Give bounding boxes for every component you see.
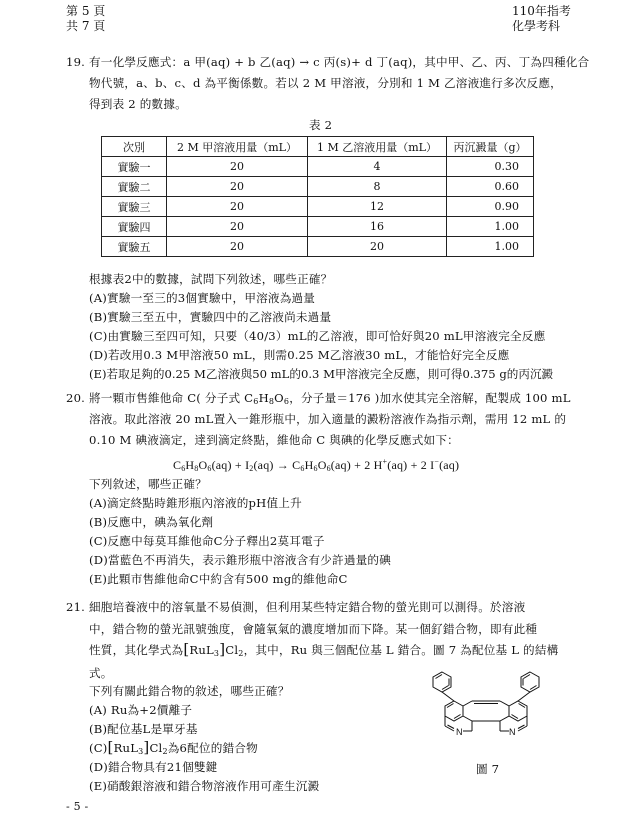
q20-line2: 溶液。取此溶液 20 mL置入一錐形瓶中，加入適量的澱粉溶液作為指示劑，需用 12 mL 的 (89, 412, 567, 426)
table-cell: 20 (167, 157, 308, 177)
q20-option-d: (D)當藍色不再消失，表示錐形瓶中溶液含有少許過量的碘 (89, 553, 391, 567)
data-table (101, 136, 534, 257)
table-header-row (102, 137, 534, 157)
q20-line1: 將一顆市售維他命 C( 分子式 $C_6H_8O_6$，分子量＝176 )加水使其完全溶解，配製成 100 mL (89, 391, 571, 406)
table-cell: 20 (167, 197, 308, 217)
table-cell: 16 (308, 217, 447, 237)
nitrogen-right: N (509, 727, 516, 737)
figure-caption: 圖 7 (476, 762, 500, 776)
q19-line2: 物代號，a、b、c、d 為平衡係數。若以 2 M 甲溶液，分別和 1 M 乙溶液進行多次反應， (89, 76, 562, 90)
table-cell: 實驗二 (102, 177, 167, 197)
col-header: 次別 (102, 137, 167, 157)
table-cell: 0.90 (447, 197, 534, 217)
q19-option-e: (E)若取足夠的0.25 M乙溶液與50 mL的0.3 M甲溶液完全反應，則可得0.375 g的丙沉澱 (89, 367, 554, 381)
q20-option-a: (A)滴定終點時錐形瓶內溶液的pH值上升 (89, 496, 302, 510)
table-row (102, 157, 534, 177)
table-cell: 12 (308, 197, 447, 217)
q21-option-b: (B)配位基L是單牙基 (89, 722, 198, 736)
q21-prompt: 下列有關此錯合物的敘述，哪些正確？ (89, 684, 290, 698)
q19-number: 19. (66, 55, 86, 69)
q20-option-b: (B)反應中，碘為氧化劑 (89, 515, 214, 529)
table-cell: 20 (308, 237, 447, 257)
table-cell: 8 (308, 177, 447, 197)
q21-line1: 細胞培養液中的溶氧量不易偵測，但利用某些特定錯合物的螢光則可以測得。於溶液 (89, 600, 526, 614)
q19-prompt: 根據表2中的數據，試問下列敘述，哪些正確？ (89, 272, 333, 286)
nitrogen-left: N (456, 727, 463, 737)
q21-line2: 中，錯合物的螢光訊號強度，會隨氧氣的濃度增加而下降。某一個釕錯合物，即有此種 (89, 622, 538, 636)
page-number-label: 第 5 頁 (66, 4, 106, 18)
col-header: 丙沉澱量（g） (447, 137, 534, 157)
q20-option-e: (E)此顆市售維他命C中約含有500 mg的維他命C (89, 572, 348, 586)
table-cell: 4 (308, 157, 447, 177)
q21-line3: 性質，其化學式為$[RuL_3]Cl_2$，其中，Ru 與三個配位基 L 錯合。圖 7 為配位基 L 的結構 (89, 640, 559, 658)
table-caption: 表 2 (309, 118, 333, 132)
table-row (102, 237, 534, 257)
q19-option-c: (C)由實驗三至四可知，只要（40/3）mL的乙溶液，即可恰好與20 mL甲溶液完全反應 (89, 329, 546, 343)
reaction-equation: $C_6H_8O_6(aq) + I_2(aq) \to C_6H_6O_6(aq) + 2$ H+(aq) + 2 I−(aq) (173, 457, 460, 473)
q19-line3: 得到表 2 的數據。 (89, 97, 187, 111)
q20-option-c: (C)反應中每莫耳維他命C分子釋出2莫耳電子 (89, 534, 325, 548)
q21-option-a: (A) Ru為+2價離子 (89, 703, 193, 717)
q19-option-a: (A)實驗一至三的3個實驗中，甲溶液為過量 (89, 291, 316, 305)
q20-prompt: 下列敘述，哪些正確？ (89, 477, 207, 491)
table-cell: 20 (167, 217, 308, 237)
table-cell: 實驗四 (102, 217, 167, 237)
q21-option-d: (D)錯合物具有21個雙鍵 (89, 760, 218, 774)
table-cell: 1.00 (447, 217, 534, 237)
table-cell: 0.30 (447, 157, 534, 177)
table-row (102, 197, 534, 217)
col-header: 1 M 乙溶液用量（mL） (308, 137, 447, 157)
table-cell: 0.60 (447, 177, 534, 197)
ligand-structure-figure (420, 664, 552, 756)
table-cell: 20 (167, 177, 308, 197)
table-cell: 實驗五 (102, 237, 167, 257)
q21-number: 21. (66, 600, 86, 614)
q21-option-e: (E)硝酸銀溶液和錯合物溶液作用可產生沉澱 (89, 779, 320, 793)
q19-option-b: (B)實驗三至五中，實驗四中的乙溶液尚未過量 (89, 310, 332, 324)
table-row (102, 217, 534, 237)
table-cell: 1.00 (447, 237, 534, 257)
q21-option-c: $(C)[RuL_3]Cl_2$為6配位的錯合物 (89, 738, 258, 756)
col-header: 2 M 甲溶液用量（mL） (167, 137, 308, 157)
exam-name: 110年指考 (512, 4, 571, 18)
footer-page-number: - 5 - (66, 800, 89, 813)
q19-line1: 有一化學反應式：a 甲(aq) + b 乙(aq) → c 丙(s)+ d 丁(aq)，其中甲、乙、丙、丁為四種化合 (89, 55, 590, 69)
q20-number: 20. (66, 391, 86, 405)
table-cell: 20 (167, 237, 308, 257)
subject-name: 化學考科 (512, 19, 561, 33)
table-cell: 實驗一 (102, 157, 167, 177)
total-pages-label: 共 7 頁 (66, 19, 106, 33)
q19-option-d: (D)若改用0.3 M甲溶液50 mL，則需0.25 M乙溶液30 mL，才能恰好完全反應 (89, 348, 510, 362)
table-cell: 實驗三 (102, 197, 167, 217)
q21-line4: 式。 (89, 666, 113, 680)
q20-line3: 0.10 M 碘液滴定，達到滴定終點，維他命 C 與碘的化學反應式如下： (89, 433, 459, 447)
table-row (102, 177, 534, 197)
